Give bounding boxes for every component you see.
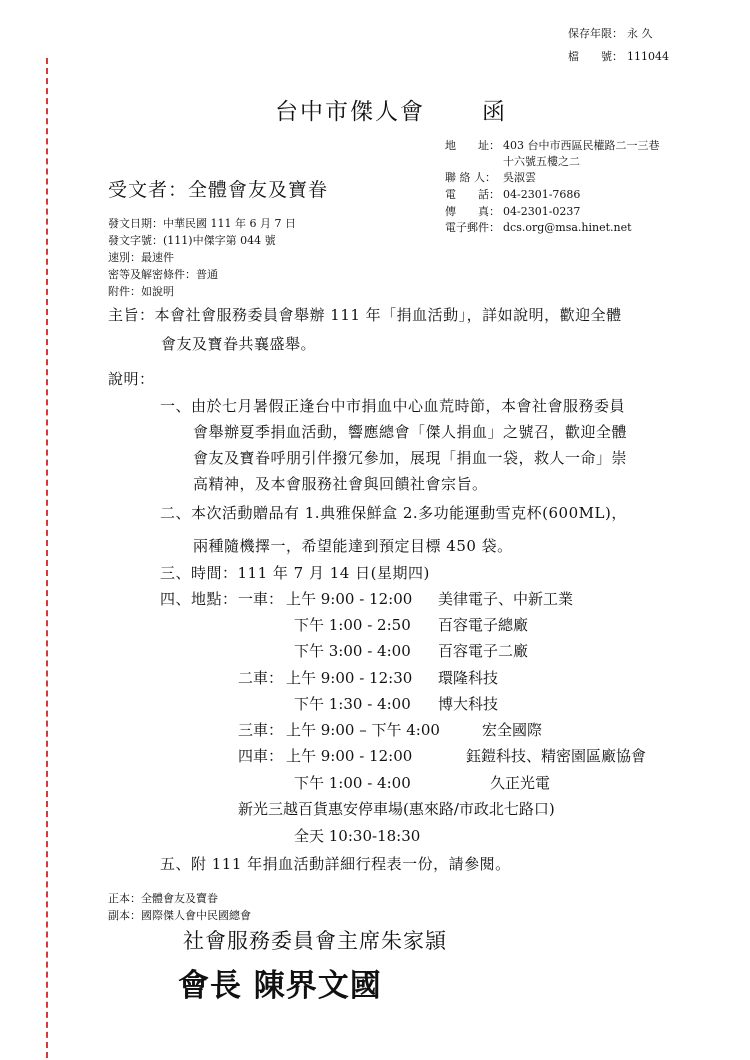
address-line2: 十六號五樓之二 xyxy=(503,155,580,168)
car1-time-2: 下午 1:00 - 2:50 xyxy=(294,616,411,634)
contact-person: 吳淑雲 xyxy=(503,171,536,184)
car1-place-2: 百容電子總廠 xyxy=(438,616,529,634)
car3-time: 上午 9:00 – 下午 4:00 xyxy=(286,721,440,739)
reference-number: 發文字號：(111)中傑字第 044 號 xyxy=(108,234,276,247)
file-no-value: 111044 xyxy=(627,50,669,63)
car2-place-1: 環隆科技 xyxy=(438,669,499,687)
car1-time-1: 上午 9:00 - 12:00 xyxy=(286,590,413,608)
subject-line2: 會友及寶眷共襄盛舉。 xyxy=(161,335,317,353)
item1-line3: 會友及寶眷呼朋引伴撥冗參加，展現「捐血一袋，救人一命」崇 xyxy=(193,449,628,467)
fax-label: 傳 真： xyxy=(445,205,500,218)
file-no-row xyxy=(568,48,669,64)
address-row xyxy=(445,137,660,153)
attachment-note: 附件：如說明 xyxy=(108,285,174,298)
email-row xyxy=(445,219,632,235)
car4-place-1: 鈺鎧科技、精密園區廠協會 xyxy=(466,747,647,765)
copy-recipients: 副本：國際傑人會中民國總會 xyxy=(108,909,251,922)
car3-label: 三車： xyxy=(238,721,284,739)
address-label: 地 址： xyxy=(445,139,500,152)
phone-row xyxy=(445,186,580,202)
doc-type: 函 xyxy=(482,99,507,125)
item1-line4: 高精神，及本會服務社會與回饋社會宗旨。 xyxy=(193,475,488,493)
address-line1: 403 台中市西區民權路二一三巷 xyxy=(503,139,660,152)
explanation-heading: 說明： xyxy=(108,370,155,388)
recipient: 受文者：全體會友及寶眷 xyxy=(108,179,329,201)
car1-time-3: 下午 3:00 - 4:00 xyxy=(294,642,411,660)
car2-time-2: 下午 1:30 - 4:00 xyxy=(294,695,411,713)
fax-row xyxy=(445,203,580,219)
car4-time-2: 下午 1:00 - 4:00 xyxy=(294,774,411,792)
chairman-signature: 會長 陳界文國 xyxy=(178,968,382,1004)
car2-place-2: 博大科技 xyxy=(438,695,499,713)
retention-label: 保存年限： xyxy=(568,27,623,40)
car1-place-3: 百容電子二廠 xyxy=(438,642,529,660)
item4-label: 四、地點： xyxy=(160,590,238,608)
retention-row xyxy=(568,25,653,41)
secrecy-class: 密等及解密條件：普通 xyxy=(108,268,218,281)
car2-time-1: 上午 9:00 - 12:30 xyxy=(286,669,413,687)
item3-time: 三、時間：111 年 7 月 14 日(星期四) xyxy=(160,564,430,582)
contact-person-row xyxy=(445,169,536,185)
item1-line1: 一、由於七月暑假正逢台中市捐血中心血荒時節，本會社會服務委員 xyxy=(160,397,626,415)
car2-label: 二車： xyxy=(238,669,284,687)
car1-place-1: 美律電子、中新工業 xyxy=(438,590,574,608)
item2-line2: 兩種隨機擇一，希望能達到預定目標 450 袋。 xyxy=(193,537,513,555)
fax-value: 04-2301-0237 xyxy=(503,205,581,218)
extra-location: 新光三越百貨惠安停車場(惠來路/市政北七路口) xyxy=(238,800,555,818)
phone-label: 電 話： xyxy=(445,188,500,201)
car4-place-2: 久正光電 xyxy=(490,774,551,792)
subject-line1: 主旨：本會社會服務委員會舉辦 111 年「捐血活動」，詳如說明，歡迎全體 xyxy=(108,306,622,324)
item2-line1: 二、本次活動贈品有 1.典雅保鮮盒 2.多功能運動雪克杯(600ML)， xyxy=(160,504,627,522)
contact-person-label: 聯 絡 人： xyxy=(445,171,496,184)
item1-line2: 會舉辦夏季捐血活動，響應總會「傑人捐血」之號召，歡迎全體 xyxy=(193,423,628,441)
car3-place: 宏全國際 xyxy=(482,721,543,739)
original-recipients: 正本：全體會友及寶眷 xyxy=(108,892,218,905)
item5-attachment: 五、附 111 年捐血活動詳細行程表一份，請參閱。 xyxy=(160,855,511,873)
email-value: dcs.org@msa.hinet.net xyxy=(503,221,632,234)
car4-time-1: 上午 9:00 - 12:00 xyxy=(286,747,413,765)
extra-time: 全天 10:30-18:30 xyxy=(294,827,421,845)
org-title: 台中市傑人會 xyxy=(275,99,425,125)
retention-value: 永 久 xyxy=(627,27,653,40)
email-label: 電子郵件： xyxy=(445,221,500,234)
car4-label: 四車： xyxy=(238,747,284,765)
speed-class: 速別：最速件 xyxy=(108,251,174,264)
phone-value: 04-2301-7686 xyxy=(503,188,581,201)
issue-date: 發文日期：中華民國 111 年 6 月 7 日 xyxy=(108,217,296,230)
binding-margin-line xyxy=(46,58,48,1058)
committee-signature: 社會服務委員會主席朱家頴 xyxy=(183,929,447,953)
car1-label: 一車： xyxy=(238,590,284,608)
file-no-label: 檔 號： xyxy=(568,50,623,63)
